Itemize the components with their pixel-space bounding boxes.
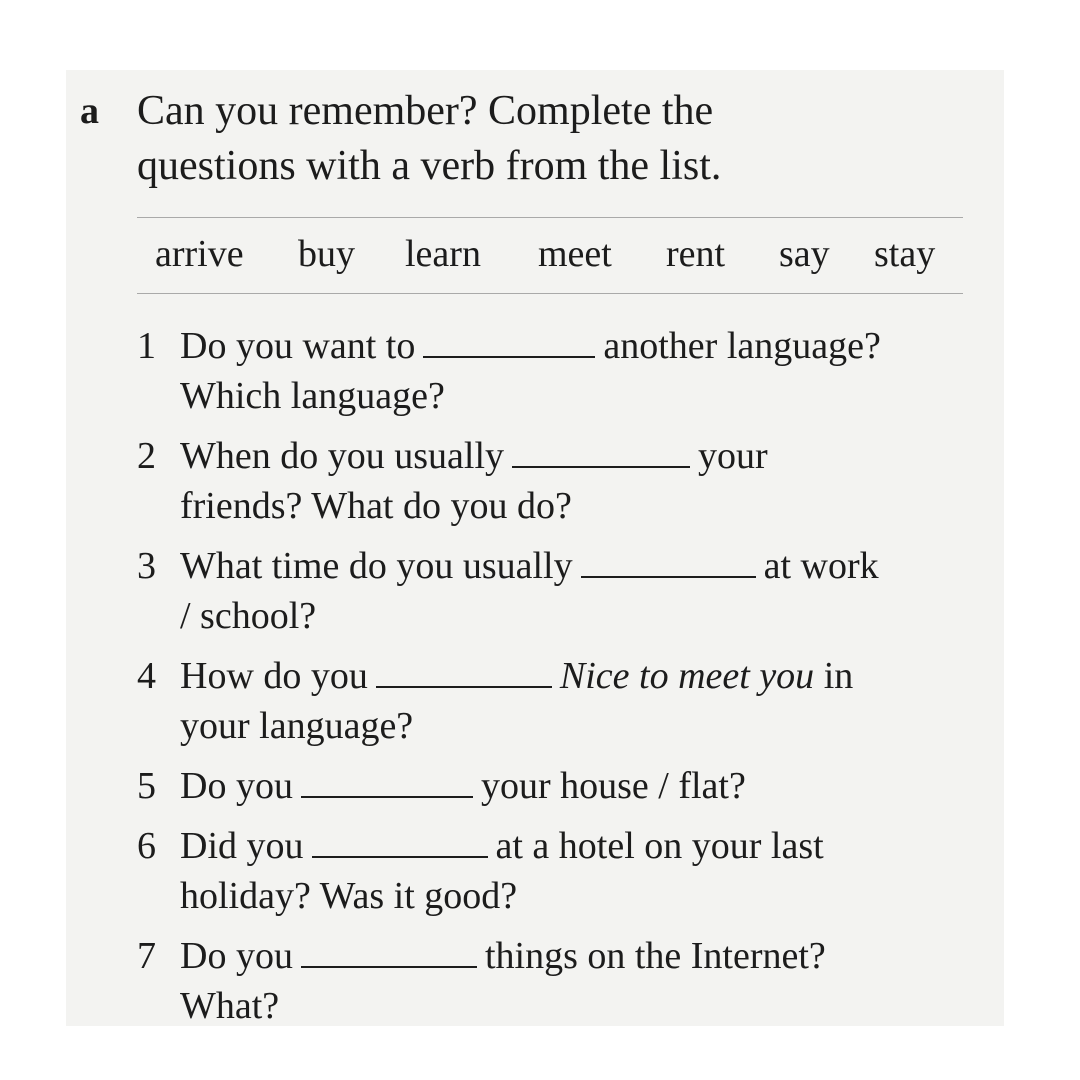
question-number: 2 — [137, 435, 156, 477]
instruction-line-1: Can you remember? Complete the — [137, 88, 714, 134]
word-box-bottom-rule — [137, 293, 963, 294]
question-number: 3 — [137, 545, 156, 587]
word-meet: meet — [538, 233, 612, 275]
question-number: 4 — [137, 655, 156, 697]
question-text: Do you want to — [180, 325, 416, 367]
answer-blank[interactable] — [423, 355, 595, 358]
exercise-instruction — [137, 84, 897, 194]
question-line — [180, 322, 881, 370]
word-arrive: arrive — [155, 233, 244, 275]
question-text: How do you — [180, 655, 368, 697]
answer-blank[interactable] — [301, 965, 477, 968]
question-text: Do you — [180, 765, 293, 807]
question-line — [180, 932, 826, 980]
question-number: 5 — [137, 765, 156, 807]
answer-blank[interactable] — [312, 855, 488, 858]
exercise-letter: a — [80, 90, 99, 132]
word-box-top-rule — [137, 217, 963, 218]
question-continuation: friends? What do you do? — [180, 485, 572, 527]
question-line — [180, 762, 746, 810]
question-text: your — [698, 435, 768, 477]
question-text: Do you — [180, 935, 293, 977]
word-learn: learn — [405, 233, 481, 275]
answer-blank[interactable] — [376, 685, 552, 688]
answer-blank[interactable] — [301, 795, 473, 798]
word-rent: rent — [666, 233, 726, 275]
question-continuation: Which language? — [180, 375, 445, 417]
question-text: in — [823, 655, 854, 697]
question-line — [180, 432, 768, 480]
word-say: say — [779, 233, 830, 275]
word-stay: stay — [874, 233, 936, 275]
question-number: 1 — [137, 325, 156, 367]
question-text: at work — [763, 545, 879, 587]
question-continuation: / school? — [180, 595, 317, 637]
question-number: 7 — [137, 935, 156, 977]
question-text: another language? — [603, 325, 881, 367]
question-line — [180, 822, 824, 870]
word-buy: buy — [298, 233, 355, 275]
question-line — [180, 542, 879, 590]
question-italic-phrase: Nice to meet you — [559, 655, 815, 697]
question-text: things on the Internet? — [484, 935, 826, 977]
question-text: What time do you usually — [180, 545, 573, 587]
question-continuation: your language? — [180, 705, 414, 747]
question-continuation: What? — [180, 985, 280, 1027]
question-text: your house / flat? — [480, 765, 746, 807]
question-continuation: holiday? Was it good? — [180, 875, 518, 917]
question-line — [180, 652, 853, 700]
question-number: 6 — [137, 825, 156, 867]
instruction-line-2: questions with a verb from the list. — [137, 143, 722, 189]
question-text: Did you — [180, 825, 304, 867]
answer-blank[interactable] — [581, 575, 756, 578]
question-text: When do you usually — [180, 435, 505, 477]
answer-blank[interactable] — [512, 465, 690, 468]
question-text: at a hotel on your last — [495, 825, 824, 867]
